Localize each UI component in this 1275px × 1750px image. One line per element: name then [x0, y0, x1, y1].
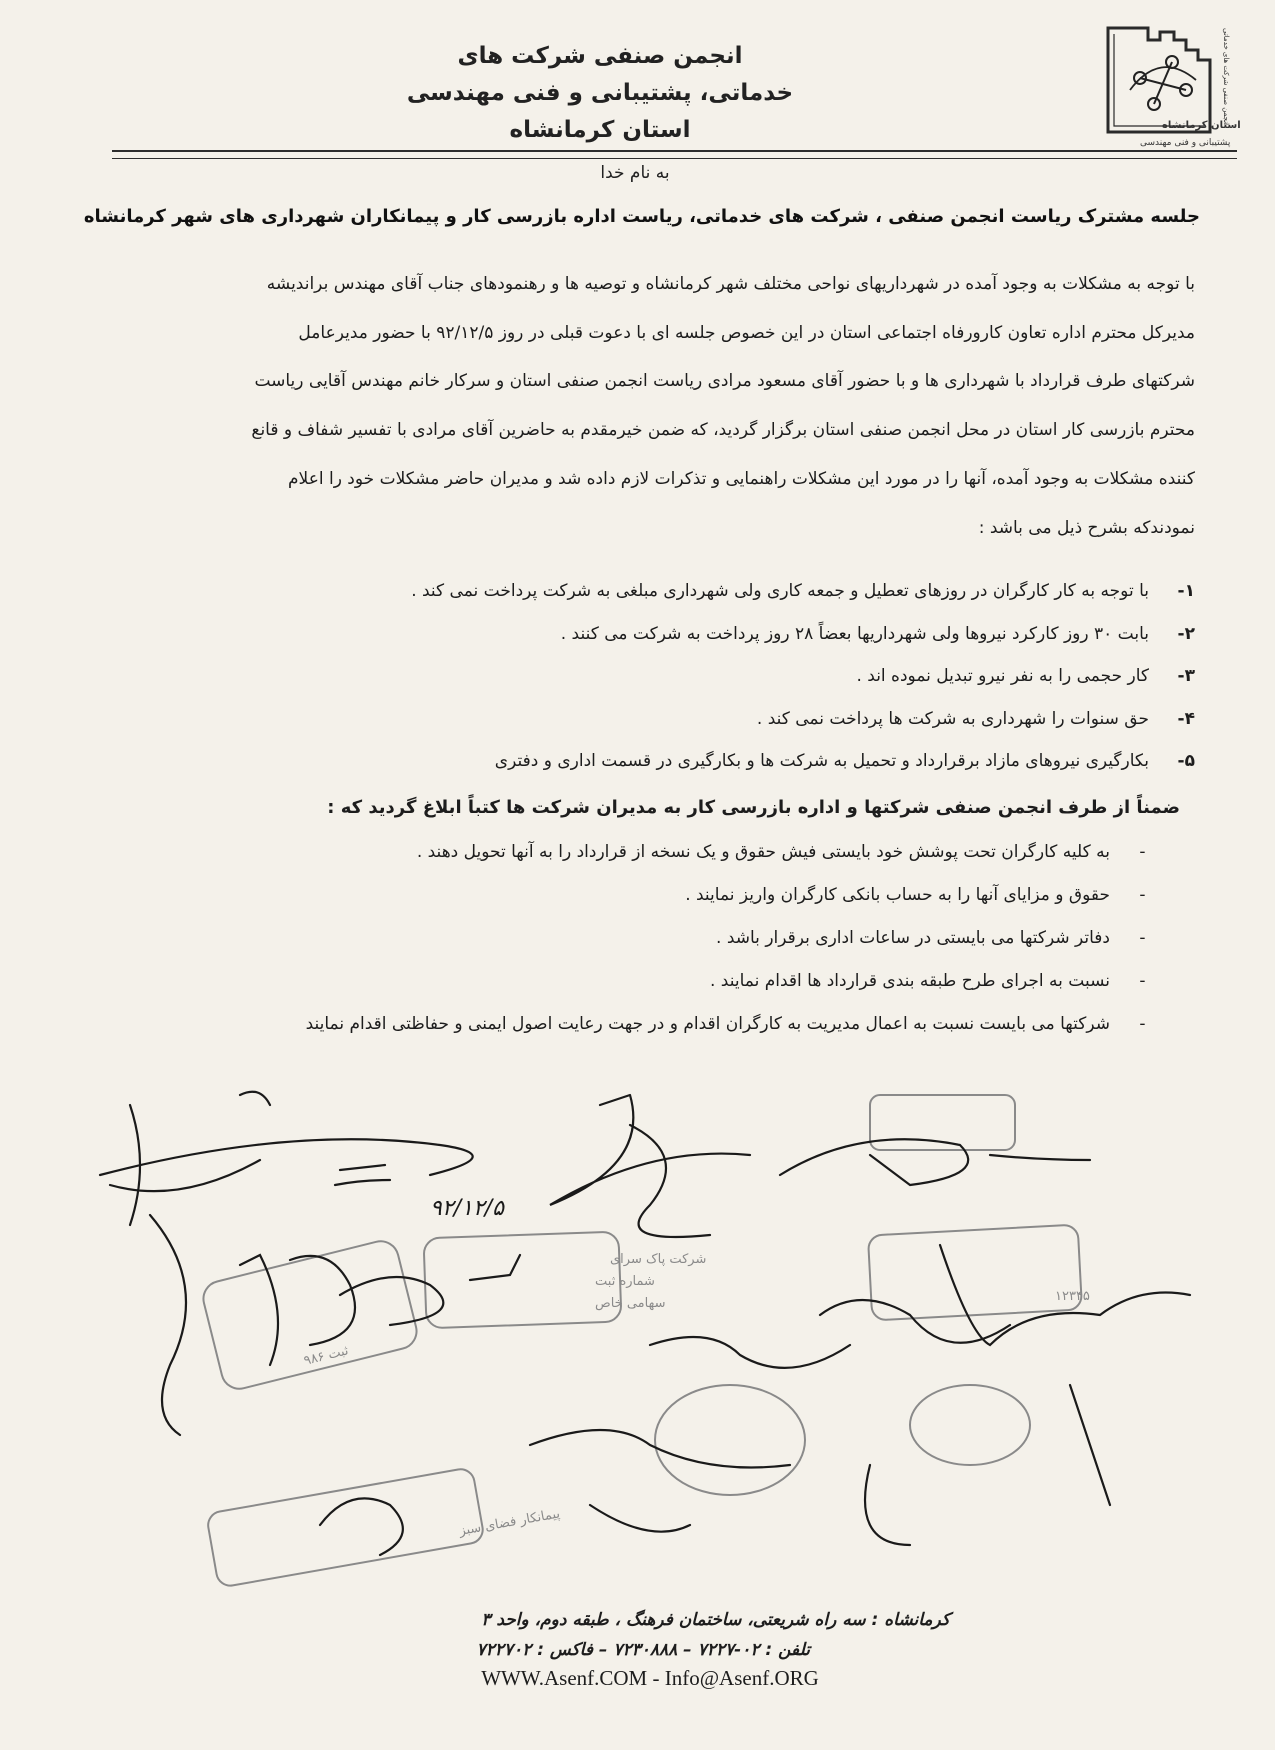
list-item [300, 570, 1195, 613]
item-dash: - [1139, 841, 1146, 862]
intro-paragraph [132, 260, 1195, 552]
item-dash: - [1139, 970, 1146, 991]
item-dash: - [1139, 884, 1146, 905]
signature [110, 1105, 260, 1225]
stamp-text: سهامی خاص [595, 1296, 666, 1311]
footer-phone: تلفن : ۰۲-۷۲۲۷ – ۷۲۳۰۸۸۸ – فاکس : ۷۲۲۷۰۲ [476, 1640, 810, 1660]
signature [780, 1139, 968, 1185]
signature [630, 1125, 710, 1237]
round-stamp [655, 1385, 805, 1495]
item-text: با توجه به کار کارگران در روزهای تعطیل و جمعه کاری ولی شهرداری مبلغی به شرکت پرداخت نمی کند . [411, 581, 1149, 602]
intro-line: مدیرکل محترم اداره تعاون کارورفاه اجتماعی استان در این خصوص جلسه ای با دعوت قبلی در روز ۹۲/۱۲/۵ با حضور مدیرعامل [298, 322, 1195, 343]
signature [1070, 1385, 1110, 1505]
item-text: بکارگیری نیروهای مازاد برقرارداد و تحمیل به شرکت ها و بکارگیری در قسمت اداری و دفتری [494, 751, 1149, 772]
intro-line: با توجه به مشکلات به وجود آمده در شهرداریهای نواحی مختلف شهر کرمانشاه و توصیه ها و رهنمودهای جناب آقای مهندس براندیشه [266, 274, 1195, 294]
company-stamp [423, 1232, 621, 1329]
item-dash: - [1139, 927, 1146, 948]
signature [320, 1498, 403, 1555]
item-number: ۴- [1177, 708, 1195, 729]
intro-line: محترم بازرسی کار استان در محل انجمن صنفی استان برگزار گردید، که ضمن خیرمقدم به حاضرین آقای مرادی با تفسیر شفاف و قانع [251, 420, 1195, 441]
company-stamp [200, 1237, 421, 1392]
org-name-line-3: استان کرمانشاه [509, 117, 691, 143]
item-text: حقوق و مزایای آنها را به حساب بانکی کارگران واریز نمایند . [685, 884, 1110, 905]
intro-line: کننده مشکلات به وجود آمده، آنها را در مورد این مشکلات راهنمایی و تذکرات لازم داده شد و مدیران حاضر مشکلات خود را اعلام [288, 468, 1195, 489]
logo-caption-sub: پشتیبانی و فنی مهندسی [1140, 138, 1231, 148]
signatures-and-stamps [90, 1085, 1230, 1635]
list-item [140, 959, 1165, 1002]
signature [335, 1165, 390, 1185]
stamp-text: ثبت ۹۸۶ [302, 1343, 351, 1369]
logo-caption-side: انجمن صنفی شرکت های خدماتی [1222, 28, 1230, 126]
header-divider [112, 150, 1237, 159]
signatures-drawing [90, 1085, 1230, 1635]
round-stamp [910, 1385, 1030, 1465]
item-text: حق سنوات را شهرداری به شرکت ها پرداخت نمی کند . [756, 708, 1149, 729]
notice-heading: ضمناً از طرف انجمن صنفی شرکتها و اداره بازرسی کار به مدیران شرکت ها کتباً ابلاغ گردید که : [327, 797, 1180, 818]
item-number: ۵- [1177, 751, 1195, 772]
association-logo [1100, 20, 1241, 150]
footer-website[interactable]: WWW.Asenf.COM - Info@Asenf.ORG [481, 1666, 819, 1690]
stamp-text: ۱۲۳۴۵ [1055, 1289, 1090, 1304]
intro-line: شرکتهای طرف قرارداد با شهرداری ها و با حضور آقای مسعود مرادی ریاست انجمن صنفی استان و سرکار خانم مهندس آقایی ریاست [254, 371, 1195, 392]
list-item [300, 740, 1195, 783]
item-text: شرکتها می بایست نسبت به اعمال مدیریت به کارگران اقدام و در جهت رعایت اصول ایمنی و حفاظتی اقدام نمایند [305, 1013, 1110, 1034]
org-name-line-1: انجمن صنفی شرکت های [457, 43, 743, 69]
item-text: دفاتر شرکتها می بایستی در ساعات اداری برقرار باشد . [716, 927, 1110, 948]
stamp-text: شماره ثبت [595, 1274, 655, 1289]
item-number: ۳- [1177, 666, 1195, 687]
signature [990, 1155, 1090, 1160]
item-text: نسبت به اجرای طرح طبقه بندی قرارداد ها اقدام نمایند . [710, 970, 1110, 991]
signature [470, 1255, 520, 1280]
signature [865, 1465, 910, 1545]
company-stamp [868, 1225, 1082, 1321]
handwritten-date: ۹۲/۱۲/۵ [430, 1196, 504, 1221]
list-item [140, 916, 1165, 959]
directives-list [140, 830, 1165, 1045]
item-number: ۲- [1177, 623, 1195, 644]
signature [100, 1139, 473, 1175]
meeting-title: جلسه مشترک ریاست انجمن صنفی ، شرکت های خدماتی، ریاست اداره بازرسی کار و پیمانکاران شهرداری های شهر کرمانشاه [83, 206, 1200, 227]
list-item [140, 1002, 1165, 1045]
item-text: کار حجمی را به نفر نیرو تبدیل نموده اند . [856, 666, 1149, 687]
item-text: بابت ۳۰ روز کارکرد نیروها ولی شهرداریها بعضاً ۲۸ روز پرداخت به شرکت می کنند . [560, 623, 1149, 644]
list-item [140, 830, 1165, 873]
signature [290, 1256, 355, 1345]
signature [650, 1337, 850, 1368]
item-number: ۱- [1177, 581, 1195, 602]
logo-caption-main: استان کرمانشاه [1162, 120, 1241, 131]
item-dash: - [1139, 1013, 1146, 1034]
list-item [300, 698, 1195, 741]
list-item [300, 655, 1195, 698]
signature [590, 1505, 690, 1532]
organization-name [380, 38, 820, 149]
basmala: به نام خدا [600, 163, 670, 183]
signature [550, 1095, 750, 1205]
stamp-text: شرکت پاک سرای [610, 1252, 707, 1267]
intro-line: نمودندکه بشرح ذیل می باشد : [978, 517, 1195, 538]
signature [240, 1092, 270, 1105]
signature [150, 1215, 186, 1435]
company-stamp [206, 1467, 485, 1588]
org-name-line-2: خدماتی، پشتیبانی و فنی مهندسی [406, 80, 794, 106]
list-item [140, 873, 1165, 916]
problems-list [300, 570, 1195, 783]
footer-address: کرمانشاه : سه راه شریعتی، ساختمان فرهنگ ، طبقه دوم، واحد ۳ [481, 1610, 950, 1630]
stamp-text: پیمانکار فضای سبز [458, 1506, 562, 1539]
item-text: به کلیه کارگران تحت پوشش خود بایستی فیش حقوق و یک نسخه از قرارداد را به آنها تحویل دهند . [416, 841, 1110, 862]
list-item [300, 613, 1195, 656]
